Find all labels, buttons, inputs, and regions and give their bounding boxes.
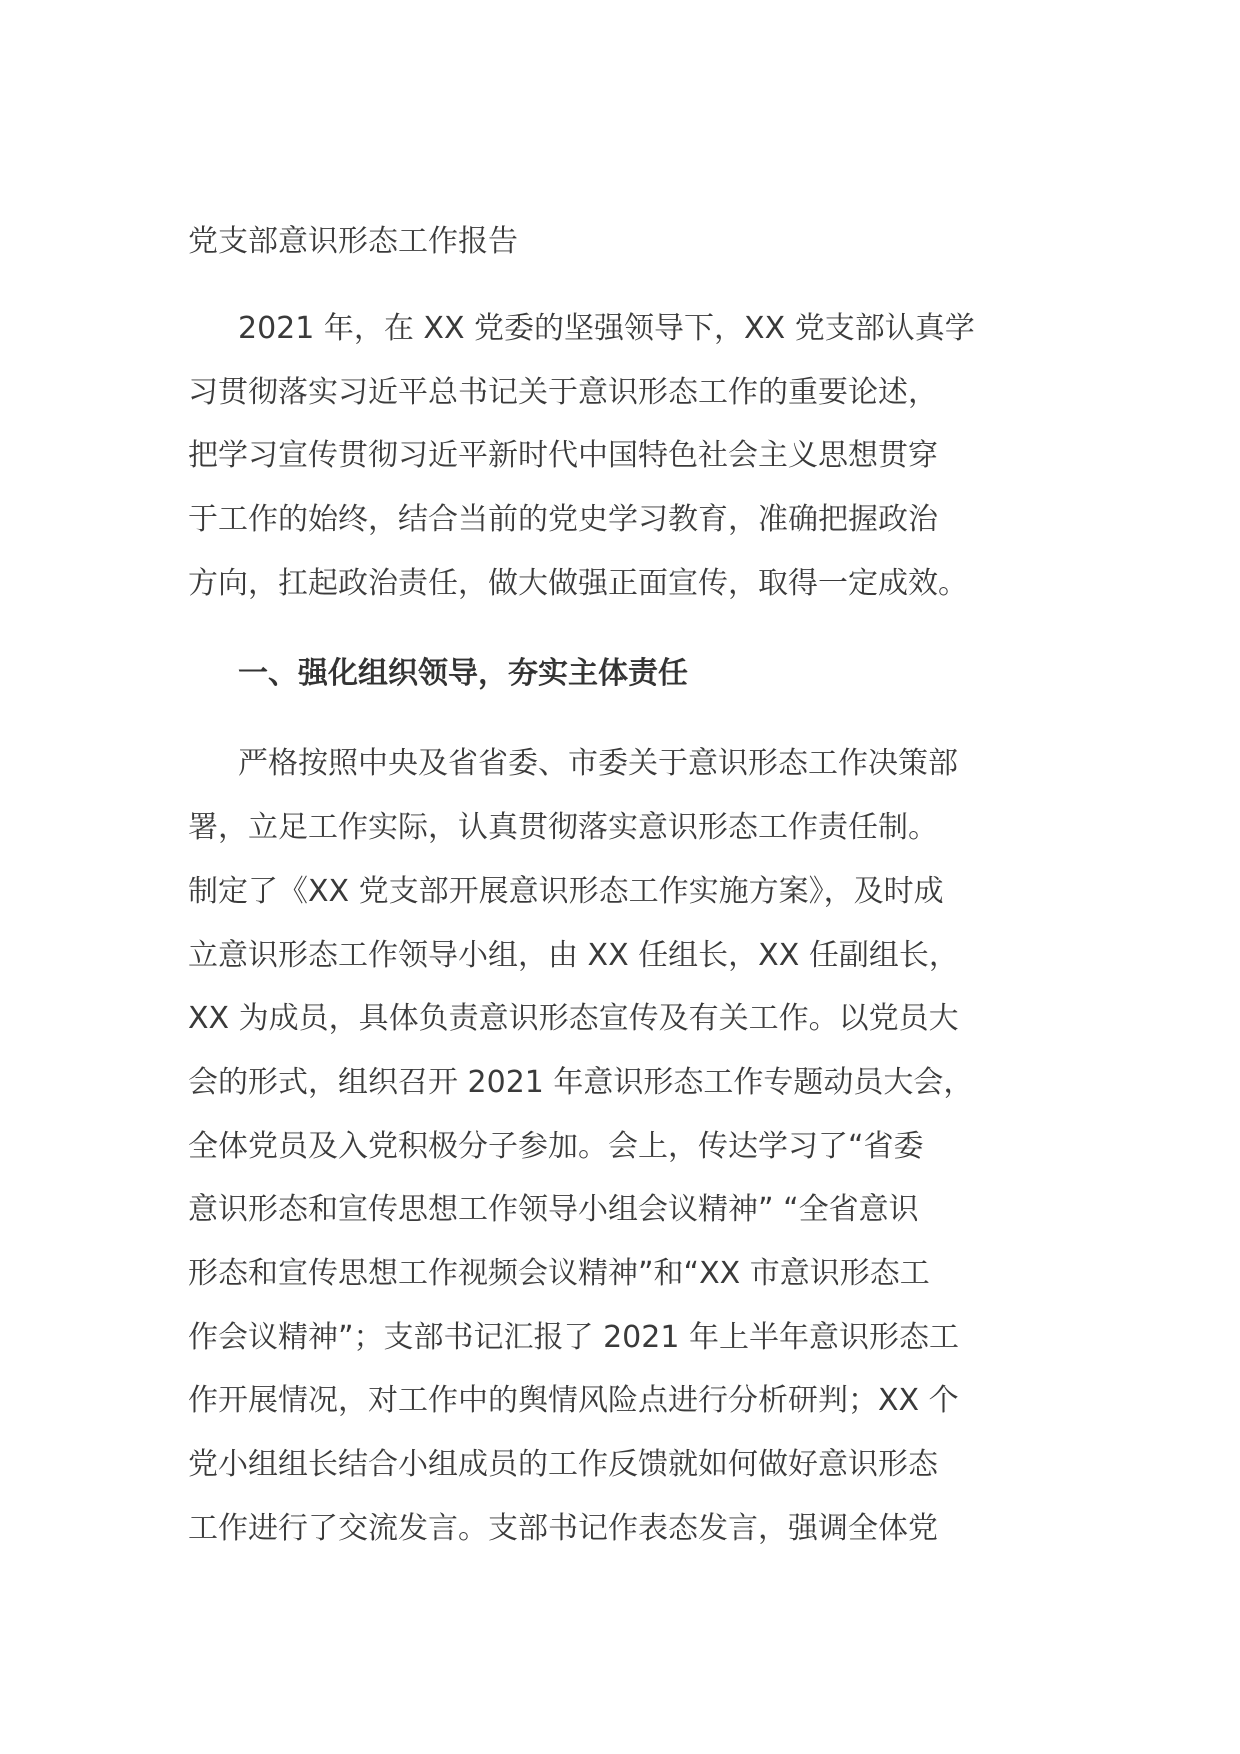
paragraph-line: 于工作的始终，结合当前的党史学习教育，准确把握政治 [188,502,938,537]
paragraph-line: 2021 年，在 XX 党委的坚强领导下，XX 党支部认真学 [238,311,975,346]
paragraph-line: 形态和宣传思想工作视频会议精神”和“XX 市意识形态工 [188,1256,930,1291]
paragraph-line: 全体党员及入党积极分子参加。会上，传达学习了“省委 [188,1129,924,1164]
paragraph-line: 党小组组长结合小组成员的工作反馈就如何做好意识形态 [188,1447,938,1482]
paragraph-line: 严格按照中央及省省委、市委关于意识形态工作决策部 [238,746,958,781]
paragraph-line: 习贯彻落实习近平总书记关于意识形态工作的重要论述， [188,375,938,410]
paragraph-line: 作开展情况，对工作中的舆情风险点进行分析研判；XX 个 [188,1383,959,1418]
paragraph-line: 意识形态和宣传思想工作领导小组会议精神” “全省意识 [188,1192,919,1227]
paragraph-line: XX 为成员，具体负责意识形态宣传及有关工作。以党员大 [188,1001,959,1036]
paragraph-line: 立意识形态工作领导小组，由 XX 任组长，XX 任副组长， [188,938,959,973]
paragraph-line: 把学习宣传贯彻习近平新时代中国特色社会主义思想贯穿 [188,438,938,473]
paragraph-line: 工作进行了交流发言。支部书记作表态发言，强调全体党 [188,1511,938,1546]
paragraph-line: 制定了《XX 党支部开展意识形态工作实施方案》，及时成 [188,874,944,909]
section-heading: 一、强化组织领导，夯实主体责任 [238,656,688,691]
paragraph-line: 会的形式，组织召开 2021 年意识形态工作专题动员大会， [188,1065,974,1100]
paragraph-line: 方向，扛起政治责任，做大做强正面宣传，取得一定成效。 [188,566,968,601]
document-title: 党支部意识形态工作报告 [188,224,518,259]
paragraph-line: 作会议精神”；支部书记汇报了 2021 年上半年意识形态工 [188,1320,959,1355]
paragraph-line: 署，立足工作实际，认真贯彻落实意识形态工作责任制。 [188,810,938,845]
